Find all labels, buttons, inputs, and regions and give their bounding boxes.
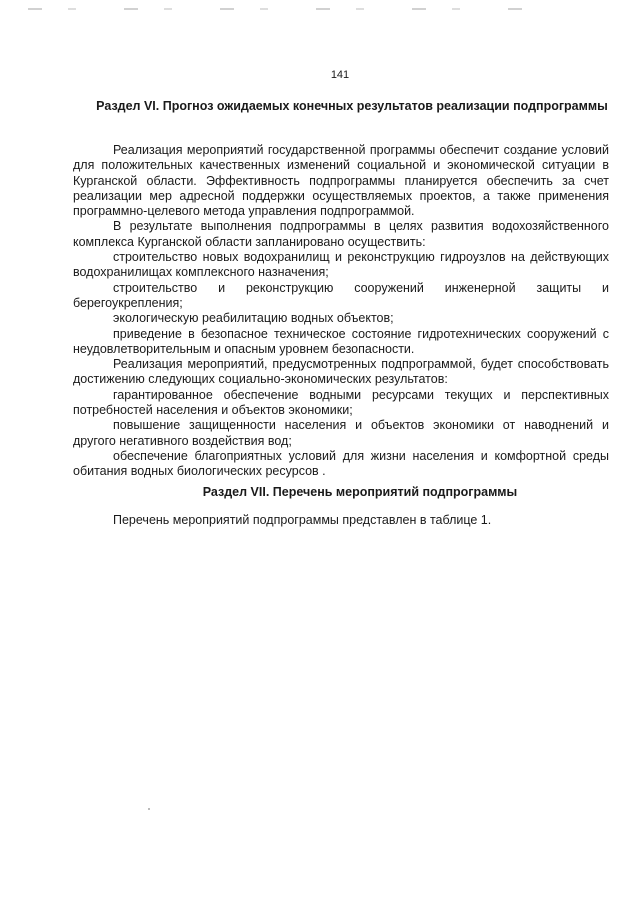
list-item: экологическую реабилитацию водных объектов; — [113, 311, 394, 326]
list-item: гарантированное обеспечение водными ресурсами текущих и перспективных потребностей населения и объектов экономики; — [73, 387, 609, 418]
list-item: обеспечение благоприятных условий для жизни населения и комфортной среды обитания водных биологических ресурсов . — [73, 448, 609, 479]
list-item: повышение защищенности населения и объектов экономики от наводнений и другого негативного воздействия вод; — [73, 418, 609, 448]
scan-speck — [148, 808, 150, 810]
section-6-heading: Раздел VI. Прогноз ожидаемых конечных результатов реализации подпрограммы — [96, 99, 608, 113]
paragraph: В результате выполнения подпрограммы в целях развития водохозяйственного комплекса Курганской области запланировано осуществить: — [73, 219, 609, 249]
list-item: приведение в безопасное техническое состояние гидротехнических сооружений с неудовлетворительным и опасным уровнем безопасности. — [73, 326, 609, 356]
list-item: строительство новых водохранилищ и реконструкцию гидроузлов на действующих водохранилищах комплексного назначения; — [73, 250, 609, 280]
section-7-body — [73, 513, 609, 528]
scan-artifact — [28, 8, 548, 10]
paragraph: Перечень мероприятий подпрограммы представлен в таблице 1. — [113, 513, 492, 527]
page-number: 141 — [330, 69, 350, 81]
section-7-heading: Раздел VII. Перечень мероприятий подпрограммы — [202, 485, 518, 499]
list-item: строительство и реконструкцию сооружений инженерной защиты и берегоукрепления; — [73, 280, 609, 310]
paragraph: Реализация мероприятий, предусмотренных подпрограммой, будет способствовать достижению следующих социально-экономических результатов: — [73, 357, 609, 387]
paragraph: Реализация мероприятий государственной программы обеспечит создание условий для положительных качественных изменений социальной и экономической ситуации в Курганской области. Эффективность подпрограммы планируется обеспечить за счет реализации мер адресной поддержки осуществляемых проектов, а также применения программно-целевого метода управления подпрограммой. — [73, 143, 609, 219]
section-6-body — [73, 143, 609, 480]
